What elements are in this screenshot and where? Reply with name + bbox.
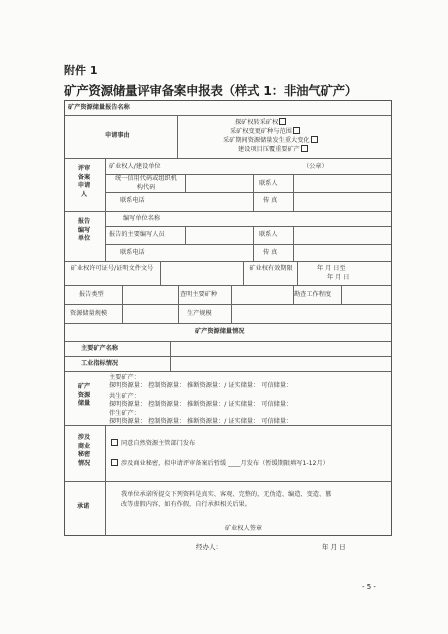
compiler-fax-label: 传 真 [263, 249, 278, 256]
handler-label: 经办人： [196, 543, 222, 551]
report-type-label: 报告类型 [79, 291, 104, 298]
compiler-contact-label: 联系人 [259, 231, 278, 238]
assoc2-reserves-title: 伴生矿产： [109, 410, 140, 417]
matter-option-3[interactable]: 采矿期间资源储量发生重大变化 [223, 136, 318, 145]
compiler-unit-label: 编写单位名称 [123, 215, 161, 222]
industrial-index-label: 工业指标情况 [81, 360, 119, 367]
pledge-signature: 矿业权人签章 [225, 525, 263, 532]
seal-label: （公章） [303, 163, 328, 170]
reserves-label: 矿产资源储量 [77, 383, 91, 407]
validity-value-1: 年 月 日至 [317, 265, 346, 272]
main-mineral-q-label: 查明主要矿种 [180, 291, 218, 298]
reserves-section-title: 矿产资源储量情况 [195, 328, 245, 335]
matter-option-2[interactable]: 采矿权变更矿种与范围 [230, 127, 300, 136]
pledge-label: 承诺 [77, 503, 90, 510]
assoc-reserves-line: 探明资源量： 控制资源量： 推断资源量：/ 证实储量： 可信储量： [109, 401, 293, 408]
exploration-level-label: 勘查工作程度 [294, 291, 332, 298]
pledge-text-1: 我单位承诺所提交下列资料是真实、客观、完整的，无伪造、编造、变造、篡 [121, 491, 332, 498]
validity-label: 矿业权有效期限 [249, 265, 293, 272]
matter-label: 申请事由 [105, 132, 130, 139]
assoc-reserves-title: 共生矿产： [109, 393, 140, 400]
attachment-label: 附件 1 [64, 64, 98, 77]
production-scale-label: 生产规模 [187, 310, 212, 317]
pledge-text-2: 改等虚假内容，如有作假，自行承担相关后果。 [121, 501, 251, 508]
reserve-scale-label: 资源储量规模 [70, 310, 108, 317]
main-reserves-line: 探明资源量： 控制资源量： 推断资源量：/ 证实储量： 可信储量： [109, 382, 293, 389]
compiler-section-label: 报告编写单位 [77, 218, 91, 242]
main-reserves-title: 主要矿产： [109, 374, 140, 381]
application-form-table [64, 100, 392, 536]
license-number-label: 矿业权许可证号/证明文件文号 [70, 265, 154, 272]
applicant-fax-label: 传 真 [263, 197, 278, 204]
secret-option-2[interactable]: 涉及商业秘密，拟申请评审备案后暂缓 ____月发布（暂缓期限填写1-12月） [111, 459, 329, 468]
report-name-label: 矿产资源储量报告名称 [68, 104, 130, 111]
applicant-phone-label: 联系电话 [120, 197, 145, 204]
credit-code-label: 统一信用代码或组织机构代码 [115, 175, 177, 191]
assoc2-reserves-line: 探明资源量： 控制资源量： 推断资源量：/ 证实储量： 可信储量： [109, 418, 293, 425]
date-label: 年 月 日 [322, 543, 346, 551]
page-number: - 5 - [362, 583, 376, 591]
matter-option-4[interactable]: 建设项目压覆重要矿产 [238, 145, 308, 154]
matter-option-1[interactable]: 探矿权转采矿权 [235, 118, 286, 127]
rights-holder-label: 矿业权人/建设单位 [109, 163, 161, 170]
validity-value-2: 年 月 日 [327, 274, 350, 281]
compiler-authors-label: 报告的主要编写人员 [109, 231, 165, 238]
main-mineral-name-label: 主要矿产名称 [81, 345, 119, 352]
applicant-section-label: 评审备案申请人 [77, 165, 91, 198]
compiler-phone-label: 联系电话 [120, 249, 145, 256]
secret-label: 涉及商业秘密情况 [77, 434, 91, 467]
form-title: 矿产资源储量评审备案申报表（样式 1：非油气矿产） [64, 83, 358, 98]
applicant-contact-label: 联系人 [259, 180, 278, 187]
secret-option-1[interactable]: 同意自然资源主管部门发布 [111, 439, 195, 448]
